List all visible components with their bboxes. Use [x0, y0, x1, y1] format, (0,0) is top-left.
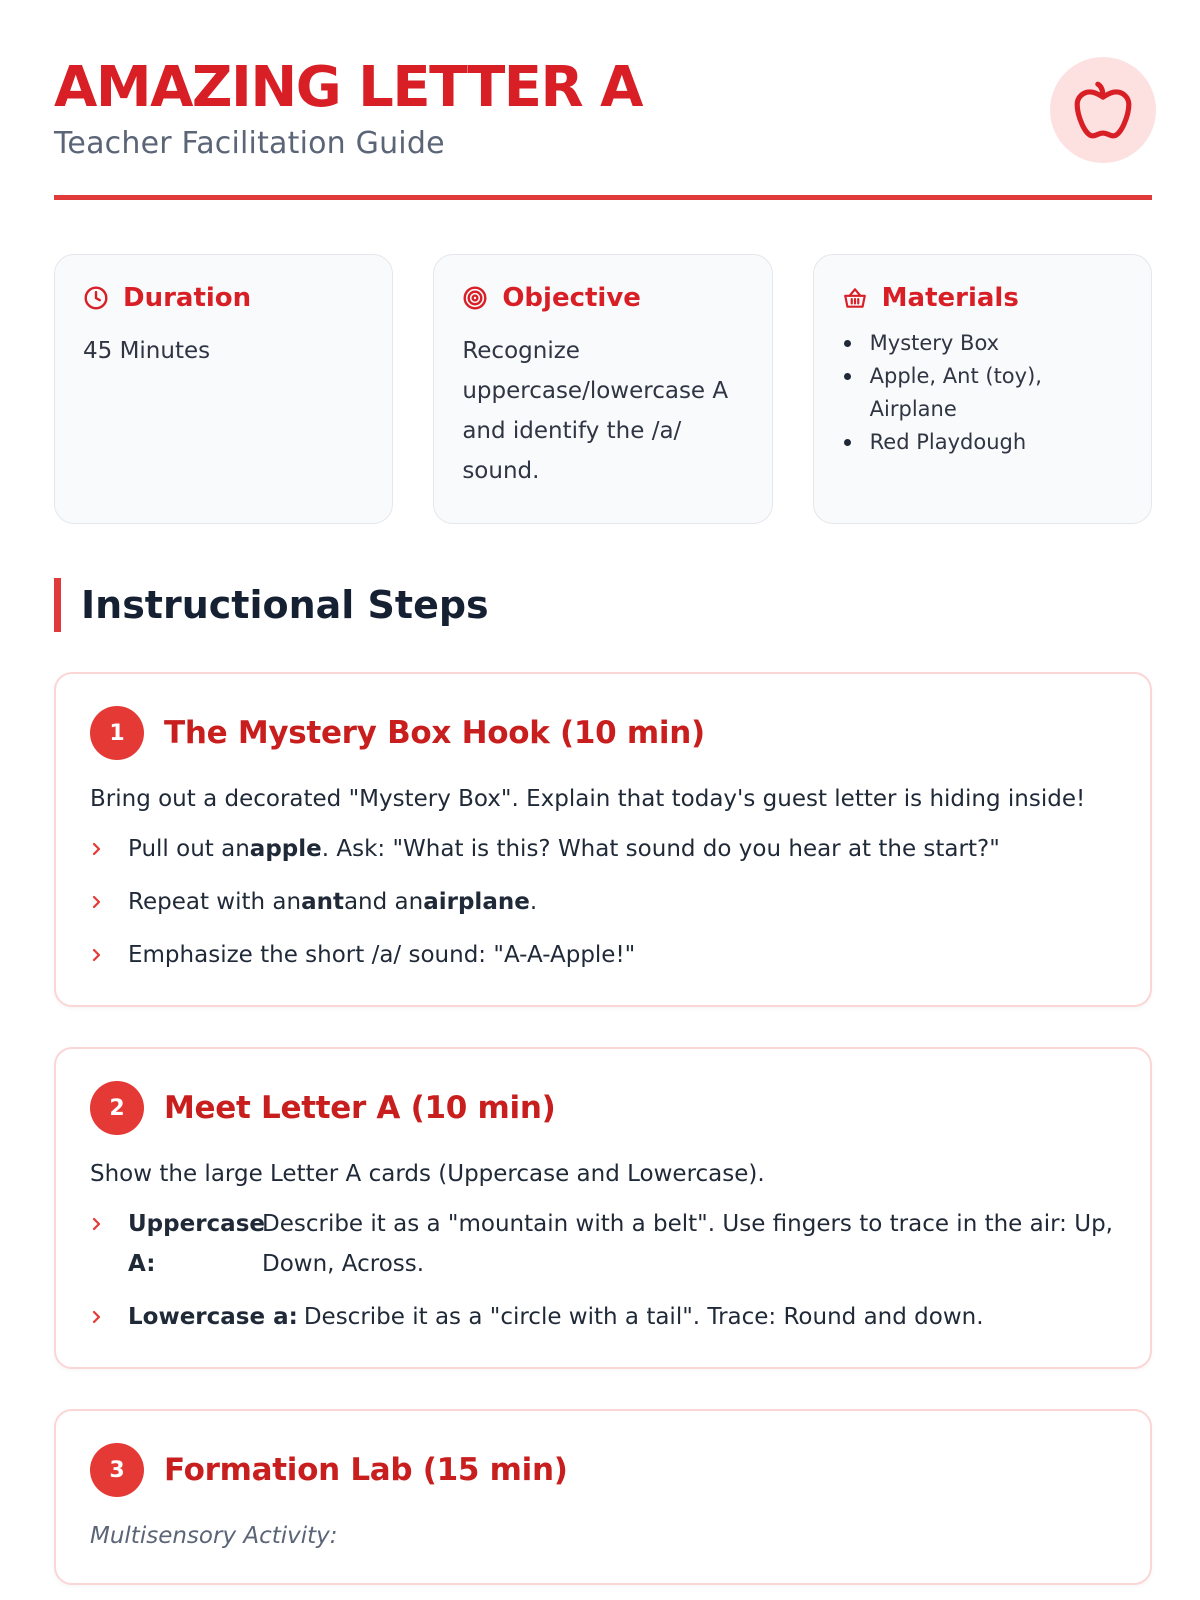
step-title: The Mystery Box Hook (10 min) [164, 715, 705, 751]
page-title: AMAZING LETTER A [54, 55, 643, 120]
objective-card-header [462, 283, 743, 313]
step-intro: Show the large Letter A cards (Uppercase and Lowercase). [90, 1161, 765, 1187]
duration-heading: Duration [123, 283, 252, 313]
materials-card-header [842, 283, 1123, 313]
bullet-bold: airplane [423, 889, 530, 915]
step-number-badge: 1 [90, 706, 144, 760]
list-item: Mystery Box [842, 327, 1123, 360]
bullet-bold: ant [301, 889, 344, 915]
step-number-badge: 3 [90, 1443, 144, 1497]
step-header [90, 706, 1116, 760]
materials-list [842, 327, 1123, 459]
materials-heading: Materials [881, 283, 1019, 313]
bullet-text-pre: Repeat with an [128, 889, 302, 915]
step-number-badge: 2 [90, 1081, 144, 1135]
step-intro: Bring out a decorated "Mystery Box". Explain that today's guest letter is hiding inside! [90, 786, 1086, 812]
step-bullets [90, 1204, 1116, 1337]
list-item [90, 935, 1116, 975]
bullet-text [128, 882, 537, 922]
objective-card [433, 254, 772, 524]
basket-icon [842, 285, 868, 311]
list-item [90, 1297, 1116, 1337]
apple-icon [1072, 79, 1134, 141]
step-header [90, 1443, 1116, 1497]
page-subtitle: Teacher Facilitation Guide [54, 126, 445, 161]
duration-card-header [83, 283, 364, 313]
chevron-right-icon [90, 882, 128, 922]
duration-value: 45 Minutes [83, 338, 211, 364]
step-card-2 [54, 1047, 1152, 1369]
bullet-text-post: . Ask: "What is this? What sound do you hear at the start?" [321, 836, 1000, 862]
step-card-1 [54, 672, 1152, 1007]
chevron-right-icon [90, 829, 128, 869]
clock-icon [83, 285, 109, 311]
step-title: Meet Letter A (10 min) [164, 1090, 556, 1126]
bullet-bold: apple [249, 836, 322, 862]
bullet-text: Describe it as a "circle with a tail". Trace: Round and down. [303, 1304, 984, 1330]
step-intro: Multisensory Activity: [90, 1523, 338, 1549]
step-bullets [90, 829, 1116, 975]
bullet-text-pre: Pull out an [128, 836, 250, 862]
target-icon [462, 285, 488, 311]
bullet-label: Lowercase a: [128, 1304, 298, 1330]
chevron-right-icon [90, 1297, 128, 1337]
chevron-right-icon [90, 935, 128, 975]
bullet-text [128, 829, 1000, 869]
list-item: Red Playdough [842, 426, 1123, 459]
step-header [90, 1081, 1116, 1135]
step-title: Formation Lab (15 min) [164, 1452, 568, 1488]
bullet-text-post: . [529, 889, 538, 915]
list-item [90, 882, 1116, 922]
chevron-right-icon [90, 1204, 128, 1244]
section-title: Instructional Steps [54, 578, 1152, 632]
bullet-label: Uppercase A: [128, 1211, 265, 1277]
info-cards [54, 254, 1152, 524]
list-item [90, 829, 1116, 869]
bullet-text-mid: and an [343, 889, 424, 915]
bullet-text: Emphasize the short /a/ sound: "A-A-Apple!" [128, 942, 636, 968]
step-card-3 [54, 1409, 1152, 1585]
duration-card [54, 254, 393, 524]
list-item: Apple, Ant (toy), Airplane [842, 360, 1123, 426]
materials-card [813, 254, 1152, 524]
objective-text: Recognize uppercase/lowercase A and identify the /a/ sound. [462, 338, 729, 484]
objective-heading: Objective [502, 283, 641, 313]
bullet-text: Describe it as a "mountain with a belt". Use fingers to trace in the air: Up, Down, Across. [262, 1211, 1113, 1277]
page-header [54, 0, 1152, 200]
apple-logo [1050, 57, 1156, 163]
list-item [90, 1204, 1116, 1284]
